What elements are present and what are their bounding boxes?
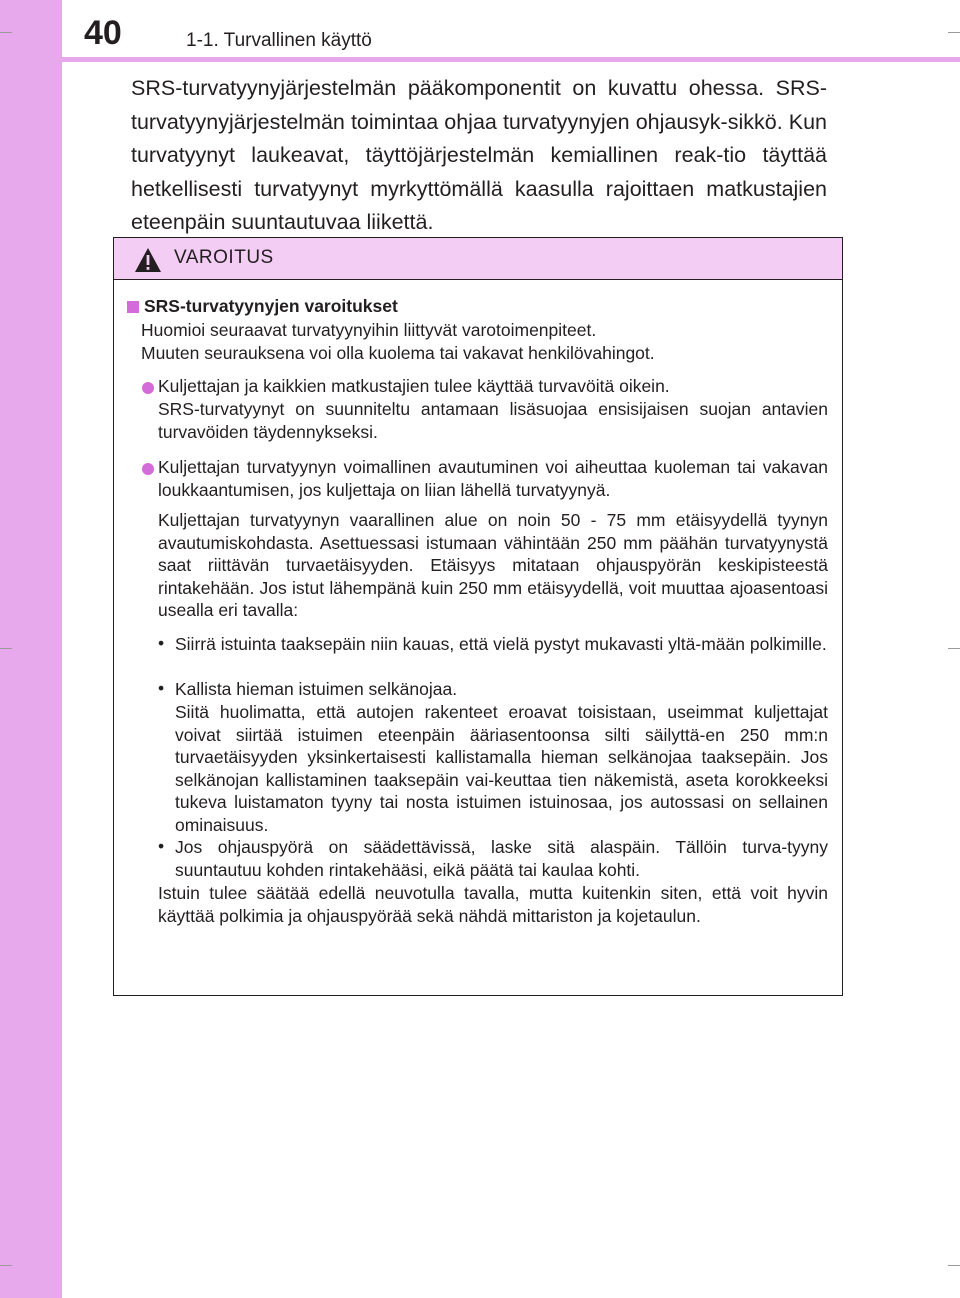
bullet-2-text: Kallista hieman istuimen selkänojaa. (175, 679, 458, 699)
bullet-1-text: Siirrä istuinta taaksepäin niin kauas, että vielä pystyt mukavasti yltä-mään polkimille. (175, 634, 827, 654)
detail-paragraph: Kuljettajan turvatyynyn vaarallinen alue on noin 50 - 75 mm etäisyydellä tyynyn avautumiskohdasta. Asettuessasi istumaan vähintään 250 mm päähän turvatyynystä saat riittävän turvaetäisyyden. Etäisyys mitataan ohjauspyörän keskipisteestä rintakehään. Jos istut lähempänä kuin 250 mm etäisyydellä, voit muuttaa ajoasentoasi usealla eri tavalla: (158, 510, 828, 621)
bullet-mark: • (158, 836, 165, 856)
trim-mark (0, 1265, 12, 1266)
warning-lead: Huomioi seuraavat turvatyynyihin liittyvät varotoimenpiteet. (141, 320, 597, 340)
intro-paragraph: SRS-turvatyynyjärjestelmän pääkomponentit on kuvattu ohessa. SRS-turvatyynyjärjestelmän toimintaa ohjaa turvatyynyjen ohjausyk-sikkö. Kun turvatyynyt laukeavat, täyttöjärjestelmän kemiallinen reak-tio täyttää hetkellisesti turvatyynyt myrkyttömällä kaasulla rajoittaen matkustajien eteenpäin suuntautuvaa liikettä. (131, 76, 827, 234)
item-1-text: SRS-turvatyynyt on suunniteltu antamaan lisäsuojaa ensisijaisen suojan antavien turvavöiden täydennykseksi. (158, 399, 828, 442)
header-rule (62, 57, 960, 62)
item-1-line1: Kuljettajan ja kaikkien matkustajien tulee käyttää turvavöitä oikein. (158, 376, 670, 396)
bullet-3-text: Jos ohjauspyörä on säädettävissä, laske sitä alaspäin. Tällöin turva-tyyny suuntautuu kohden rintakehääsi, eikä päätä tai kaulaa kohti. (175, 837, 828, 880)
warning-header (114, 238, 842, 280)
trim-mark (948, 648, 960, 649)
page-number: 40 (84, 14, 122, 52)
warning-subheading (127, 296, 398, 317)
square-bullet-icon (127, 301, 139, 313)
trim-mark (948, 32, 960, 33)
item-2-text: Kuljettajan turvatyynyn voimallinen avautuminen voi aiheuttaa kuoleman tai vakavan loukkaantumisen, jos kuljettaja on liian lähellä turvatyynyä. (158, 457, 828, 500)
trim-mark (948, 1265, 960, 1266)
bullet-mark: • (158, 678, 165, 698)
bullet-mark: • (158, 633, 165, 653)
bullet-2-detail: Siitä huolimatta, että autojen rakenteet eroavat toisistaan, useimmat kuljettajat voivat siirtää istuimen eteenpäin ääriasentoonsa silti säilyttä-en 250 mm:n turvaetäisyyden yksinkertaisesti kallistamalla hieman selkänojaa taaksepäin. Jos selkänojan kallistaminen taaksepäin vai-keuttaa tien näkemistä, aseta korokkeeksi tukeva luistamaton tyyny tai nosta istuimen istuinosaa, jos autossasi on sellainen ominaisuus. (175, 702, 828, 835)
round-bullet-icon (142, 463, 154, 475)
trim-mark (0, 648, 12, 649)
closing-paragraph: Istuin tulee säätää edellä neuvotulla tavalla, mutta kuitenkin siten, että voit hyvin käyttää polkimia ja ohjauspyörää sekä nähdä mittariston ja kojetaulun. (158, 883, 828, 926)
subheading-text: SRS-turvatyynyjen varoitukset (144, 296, 398, 316)
trim-mark (0, 32, 12, 33)
warning-title: VAROITUS (174, 247, 274, 268)
warning-box (113, 237, 843, 996)
left-color-band (0, 0, 62, 1298)
warning-triangle-icon (134, 247, 162, 273)
round-bullet-icon (142, 382, 154, 394)
section-title: 1-1. Turvallinen käyttö (186, 30, 372, 51)
warning-lead-2: Muuten seurauksena voi olla kuolema tai vakavat henkilövahingot. (141, 343, 655, 363)
